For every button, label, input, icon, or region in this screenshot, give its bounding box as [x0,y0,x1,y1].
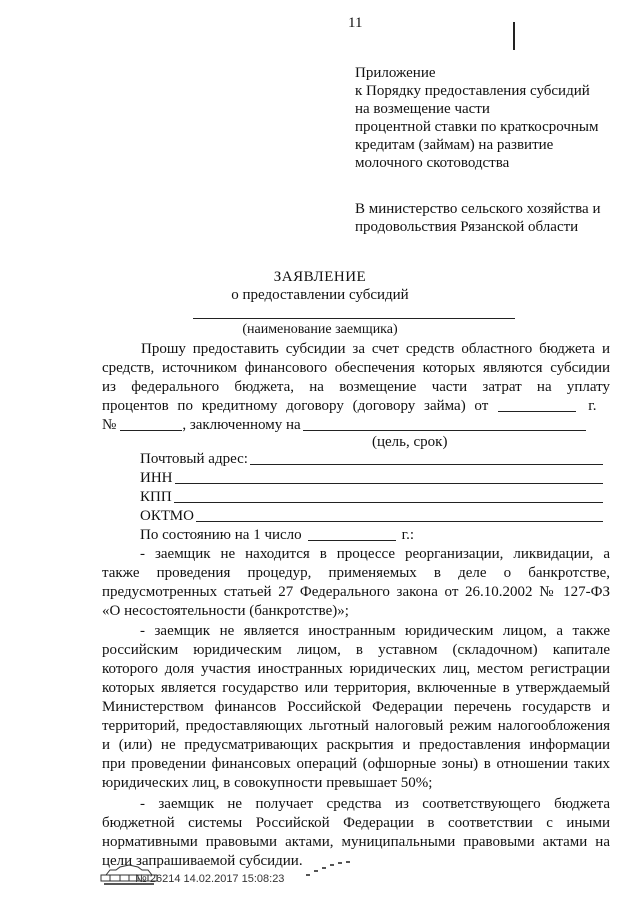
condition-line: российским юридическим лицом, в уставном (складочном) капитале [102,642,610,658]
condition-line: - заемщик не находится в процессе реорганизации, ликвидации, а [140,546,610,562]
condition-line: нормативными правовыми актами, муниципальными правовыми актами на [102,834,610,850]
appendix-line: молочного скотоводства [355,155,510,171]
appendix-line: к Порядку предоставления субсидий [355,83,590,99]
postal-address-label: Почтовый адрес: [140,451,248,467]
contract-date-blank [498,411,576,412]
condition-item-3 [102,795,610,871]
contract-date-row [102,397,610,416]
condition-line: - заемщик не получает средства из соответствующего бюджета [140,796,610,812]
condition-line: также проведения процедур, применяемых в деле о банкротстве, [102,565,610,581]
addressee-line: продовольствия Рязанской области [355,219,579,235]
oktmo-label: ОКТМО [140,508,194,524]
appendix-header [355,64,599,172]
condition-line: цели запрашиваемой субсидии. [102,853,303,869]
request-line: Прошу предоставить субсидии за счет средств областного бюджета и [141,341,610,357]
condition-line: которых является государство или территория, включенные в утверждаемый [102,680,610,696]
margin-mark [513,22,515,50]
condition-line: «О несостоятельности (банкротстве)»; [102,603,349,619]
document-subtitle: о предоставлении субсидий [231,287,409,303]
appendix-line: кредитам (займам) на развитие [355,137,554,153]
kpp-field[interactable] [140,488,603,507]
page-number: 11 [348,15,363,31]
postal-address-field[interactable] [140,450,603,469]
purpose-blank [303,430,586,431]
request-line: из федерального бюджета, на возмещение части затрат на уплату [102,379,610,395]
condition-line: бюджетной системы Российской Федерации в соответствии с иными [102,815,610,831]
condition-line: при проведении финансовых операций (офшорные зоны) в отношении таких [102,756,610,772]
condition-line: юридических лиц, в совокупности превышает 50%; [102,775,433,791]
contract-number-row [102,416,586,435]
contract-text: процентов по кредитному договору (договору займа) от [102,398,489,414]
registration-footer: № 26214 14.02.2017 15:08:23 [135,873,285,885]
condition-line: которого доля участия иностранных юридических лиц, местом регистрации [102,661,610,677]
condition-line: предусмотренных статьей 27 Федерального закона от 26.10.2002 № 127-ФЗ [102,584,610,600]
document-title: ЗАЯВЛЕНИЕ [273,269,367,285]
contract-year-suffix: г. [588,398,597,414]
as-of-suffix: г.: [401,527,415,543]
borrower-caption: (наименование заемщика) [242,322,398,337]
as-of-date-blank[interactable] [308,540,396,541]
inn-field[interactable] [140,469,603,488]
addressee-line: В министерство сельского хозяйства и [355,201,601,217]
condition-line: Министерством финансов Российской Федерации перечень государств и [102,699,610,715]
appendix-line: Приложение [355,65,436,81]
handwritten-mark [302,858,354,884]
condition-line: территорий, предоставляющих льготный налоговый режим налогообложения [102,718,610,734]
purpose-caption: (цель, срок) [372,434,448,450]
appendix-line: на возмещение части [355,101,490,117]
condition-line: - заемщик не является иностранным юридическим лицом, а также [140,623,610,639]
oktmo-field[interactable] [140,507,603,526]
number-sign: № [102,417,117,433]
appendix-line: процентной ставки по краткосрочным [355,119,599,135]
contract-number-blank [120,430,182,431]
kpp-label: КПП [140,489,172,505]
borrower-name-line [193,318,515,319]
condition-item-1 [102,545,610,621]
addressee [355,200,601,236]
as-of-row [140,526,414,545]
request-paragraph [102,340,610,359]
inn-label: ИНН [140,470,173,486]
request-line: средств, источником финансового обеспечения которых являются субсидии [102,360,610,376]
condition-item-2 [102,622,610,793]
condition-line: и (или) не предусматривающих раскрытия и предоставления информации [102,737,610,753]
concluded-for-text: , заключенному на [182,417,301,433]
request-body [102,359,610,397]
as-of-label: По состоянию на 1 число [140,527,302,543]
